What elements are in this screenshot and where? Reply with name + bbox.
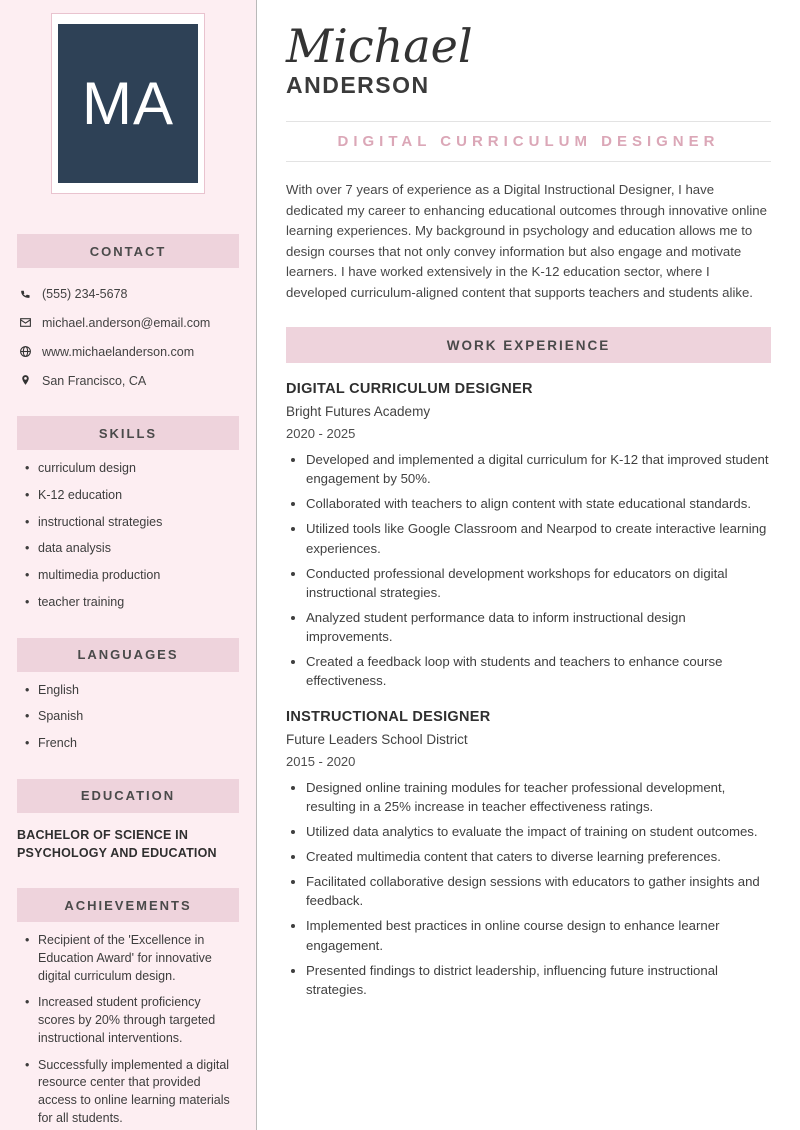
skill-item: • multimedia production: [25, 567, 239, 585]
languages-section-title: LANGUAGES: [17, 638, 239, 672]
email-icon: [19, 316, 32, 332]
job-bullet: • Designed online training modules for teacher professional development, resulting in a 25% increase in teacher effectiveness ratings.: [306, 778, 771, 816]
skill-item: • instructional strategies: [25, 514, 239, 532]
skill-item: • data analysis: [25, 540, 239, 558]
contact-list: [17, 268, 239, 390]
job-bullet: • Presented findings to district leadership, influencing future instructional strategies.: [306, 961, 771, 999]
achievement-item: • Recipient of the 'Excellence in Education Award' for innovative digital curriculum design.: [25, 932, 239, 985]
contact-website: www.michaelanderson.com: [42, 345, 195, 359]
job-bullet: • Facilitated collaborative design sessions with educators to gather insights and feedback.: [306, 872, 771, 910]
job-bullet: • Collaborated with teachers to align content with state educational standards.: [306, 494, 771, 513]
job-role: DIGITAL CURRICULUM DESIGNER: [286, 381, 533, 398]
contact-location: San Francisco, CA: [42, 374, 147, 388]
job-company: Future Leaders School District: [286, 731, 468, 747]
skill-item: • teacher training: [25, 594, 239, 612]
contact-item-website: [19, 345, 237, 361]
contact-item-location: [19, 374, 237, 390]
contact-email: michael.anderson@email.com: [42, 316, 211, 330]
globe-icon: [19, 345, 32, 361]
avatar-initials: MA: [58, 24, 198, 183]
avatar: [51, 13, 205, 194]
contact-phone: (555) 234-5678: [42, 287, 128, 301]
job-dates: 2015 - 2020: [286, 753, 356, 769]
location-icon: [19, 374, 32, 390]
achievement-item: • Increased student proficiency scores by 20% through targeted instructional interventions.: [25, 994, 239, 1047]
skills-list: [17, 460, 239, 612]
language-item: • English: [25, 682, 239, 700]
job-bullet: • Implemented best practices in online course design to enhance learner engagement.: [306, 916, 771, 954]
job-bullet: • Developed and implemented a digital curriculum for K-12 that improved student engagement by 50%.: [306, 450, 771, 488]
job-dates: 2020 - 2025: [286, 426, 356, 442]
languages-list: [17, 682, 239, 753]
job-bullet: • Conducted professional development workshops for educators on digital instructional strategies.: [306, 564, 771, 602]
sidebar: [0, 0, 257, 1130]
language-item: • Spanish: [25, 708, 239, 726]
job-bullet: • Analyzed student performance data to inform instructional design improvements.: [306, 608, 771, 646]
resume-main: [257, 0, 800, 1130]
skill-item: • K-12 education: [25, 487, 239, 505]
contact-item-email: [19, 316, 237, 332]
job-bullet: • Utilized data analytics to evaluate the impact of training on student outcomes.: [306, 822, 771, 841]
job-bullet: • Utilized tools like Google Classroom and Nearpod to create interactive learning experiences.: [306, 519, 771, 557]
job-entry: [286, 381, 771, 691]
skills-section-title: SKILLS: [17, 416, 239, 450]
job-title-band: DIGITAL CURRICULUM DESIGNER: [286, 121, 771, 162]
job-bullet: • Created a feedback loop with students and teachers to enhance course effectiveness.: [306, 652, 771, 690]
contact-section-title: CONTACT: [17, 234, 239, 268]
job-company: Bright Futures Academy: [286, 404, 431, 420]
achievement-item: • Successfully implemented a digital resource center that provided access to online learning materials for all students.: [25, 1057, 239, 1128]
skill-item: • curriculum design: [25, 460, 239, 478]
achievements-list: [17, 932, 239, 1128]
first-name: Michael: [286, 19, 473, 73]
education-degree: BACHELOR OF SCIENCE IN PSYCHOLOGY AND EDUCATION: [17, 827, 217, 860]
job-bullet: • Created multimedia content that caters to diverse learning preferences.: [306, 847, 771, 866]
language-item: • French: [25, 735, 239, 753]
job-bullets: [286, 450, 771, 691]
profile-summary: With over 7 years of experience as a Digital Instructional Designer, I have dedicated my career to enhancing educational outcomes through innovative online learning experiences. My background in psychology and education allows me to design courses that not only convey information but also engage and motivate learners. I have worked extensively in the K-12 education sector, where I developed curriculum-aligned content that supports teachers and students alike.: [286, 182, 767, 300]
last-name: ANDERSON: [286, 72, 430, 99]
phone-icon: [19, 287, 32, 303]
job-bullets: [286, 778, 771, 999]
contact-item-phone: [19, 287, 237, 303]
education-section-title: EDUCATION: [17, 779, 239, 813]
job-role: INSTRUCTIONAL DESIGNER: [286, 708, 491, 725]
job-entry: [286, 709, 771, 999]
work-experience-section-title: WORK EXPERIENCE: [286, 327, 771, 363]
achievements-section-title: ACHIEVEMENTS: [17, 888, 239, 922]
